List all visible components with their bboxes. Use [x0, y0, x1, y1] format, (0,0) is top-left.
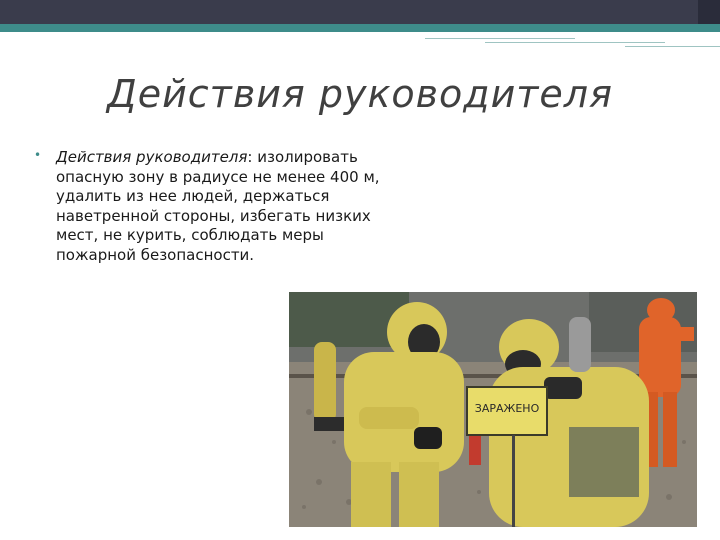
hazmat-team-photo [289, 292, 697, 527]
header-dark-bar [0, 0, 720, 24]
header-dark-bar-accent [698, 0, 720, 24]
bullet-item-text: : изолировать опасную зону в радиусе не менее 400 м, удалить из нее людей, держаться наветренной стороны, избегать низких мест, не курить, соблюдать меры пожарной безопасности. [56, 148, 380, 264]
bullet-marker: • [34, 148, 42, 162]
bullet-item [56, 148, 396, 265]
bullet-item-lead: Действия руководителя [56, 148, 248, 166]
header-decorative-lines [425, 34, 720, 52]
slide-title: Действия руководителя [107, 72, 613, 116]
contamination-sign-text: ЗАРАЖЕНО [474, 402, 540, 415]
header-teal-stripe [0, 24, 720, 32]
